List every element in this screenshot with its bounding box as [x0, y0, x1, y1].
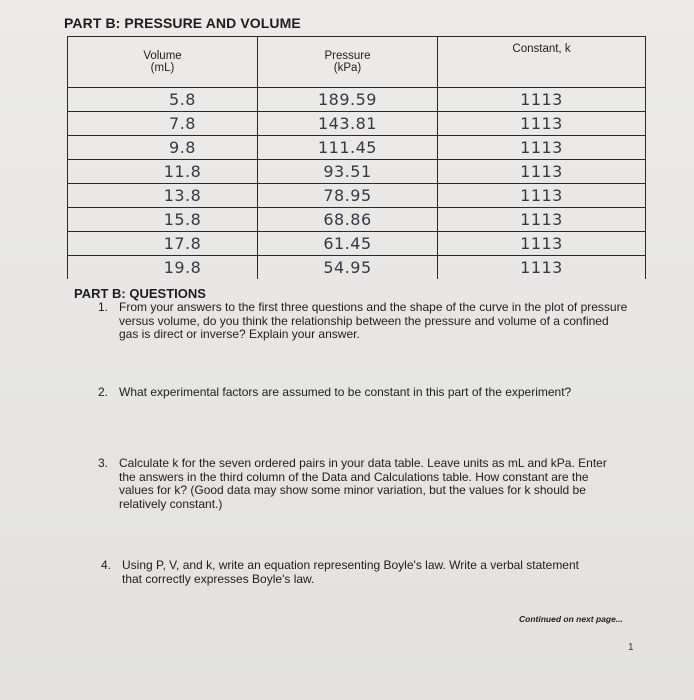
- table-row: [68, 112, 646, 136]
- question-1: [98, 301, 668, 346]
- table-row: [68, 256, 646, 280]
- question-number: 4.: [101, 558, 112, 572]
- volume-header: [68, 37, 258, 88]
- constant-cell: 1113: [438, 160, 646, 184]
- volume-cell: 19.8: [68, 256, 258, 280]
- question-line: From your answers to the first three questions and the shape of the curve in the plot of pressure: [119, 300, 628, 314]
- questions-heading: PART B: QUESTIONS: [74, 286, 206, 301]
- pressure-header-label: Pressure: [324, 50, 371, 62]
- volume-cell: 5.8: [68, 88, 258, 112]
- question-line: What experimental factors are assumed to be constant in this part of the experiment?: [119, 385, 572, 399]
- question-text: [119, 386, 571, 400]
- page-number: 1: [628, 642, 634, 653]
- pressure-cell: 78.95: [258, 184, 438, 208]
- question-4: [101, 559, 671, 589]
- data-table: [67, 36, 646, 279]
- constant-cell: 1113: [438, 88, 646, 112]
- pressure-cell: 143.81: [258, 112, 438, 136]
- continued-note: Continued on next page...: [519, 614, 623, 624]
- question-line: Calculate k for the seven ordered pairs in your data table. Leave units as mL and kPa. Enter: [119, 456, 607, 470]
- page-title: PART B: PRESSURE AND VOLUME: [64, 15, 301, 31]
- volume-header-label: Volume: [143, 50, 182, 62]
- pressure-cell: 189.59: [258, 88, 438, 112]
- table-header-row: [68, 37, 646, 88]
- question-line: relatively constant.): [119, 496, 223, 511]
- question-line: gas is direct or inverse? Explain your answer.: [119, 327, 360, 341]
- table-row: [68, 232, 646, 256]
- volume-cell: 11.8: [68, 160, 258, 184]
- volume-cell: 15.8: [68, 208, 258, 232]
- question-line: the answers in the third column of the Data and Calculations table. How constant are the: [119, 469, 589, 484]
- question-line: versus volume, do you think the relationship between the pressure and volume of a confined: [119, 313, 609, 328]
- constant-header: Constant, k: [438, 37, 646, 88]
- table-row: [68, 184, 646, 208]
- question-number: 1.: [98, 300, 109, 314]
- constant-cell: 1113: [438, 232, 646, 256]
- table-row: [68, 136, 646, 160]
- pressure-cell: 68.86: [258, 208, 438, 232]
- constant-cell: 1113: [438, 184, 646, 208]
- pressure-cell: 54.95: [258, 256, 438, 280]
- table-row: [68, 88, 646, 112]
- constant-cell: 1113: [438, 136, 646, 160]
- question-line: values for k? (Good data may show some minor variation, but the values for k should be: [119, 483, 586, 497]
- volume-cell: 9.8: [68, 136, 258, 160]
- constant-cell: 1113: [438, 256, 646, 280]
- table-row: [68, 208, 646, 232]
- volume-cell: 7.8: [68, 112, 258, 136]
- question-3: [98, 457, 668, 517]
- pressure-cell: 61.45: [258, 232, 438, 256]
- volume-cell: 13.8: [68, 184, 258, 208]
- question-number: 2.: [98, 385, 109, 399]
- question-line: Using P, V, and k, write an equation representing Boyle's law. Write a verbal statement: [122, 558, 579, 572]
- volume-header-unit: (mL): [150, 62, 175, 74]
- table-row: [68, 160, 646, 184]
- question-line: that correctly expresses Boyle's law.: [122, 571, 315, 586]
- question-text: [122, 559, 579, 586]
- question-text: [119, 301, 627, 342]
- pressure-header-unit: (kPa): [333, 62, 362, 74]
- question-2: [98, 386, 668, 402]
- constant-cell: 1113: [438, 208, 646, 232]
- pressure-cell: 93.51: [258, 160, 438, 184]
- question-number: 3.: [98, 456, 109, 470]
- question-text: [119, 457, 607, 511]
- pressure-cell: 111.45: [258, 136, 438, 160]
- constant-cell: 1113: [438, 112, 646, 136]
- volume-cell: 17.8: [68, 232, 258, 256]
- pressure-header: [258, 37, 438, 88]
